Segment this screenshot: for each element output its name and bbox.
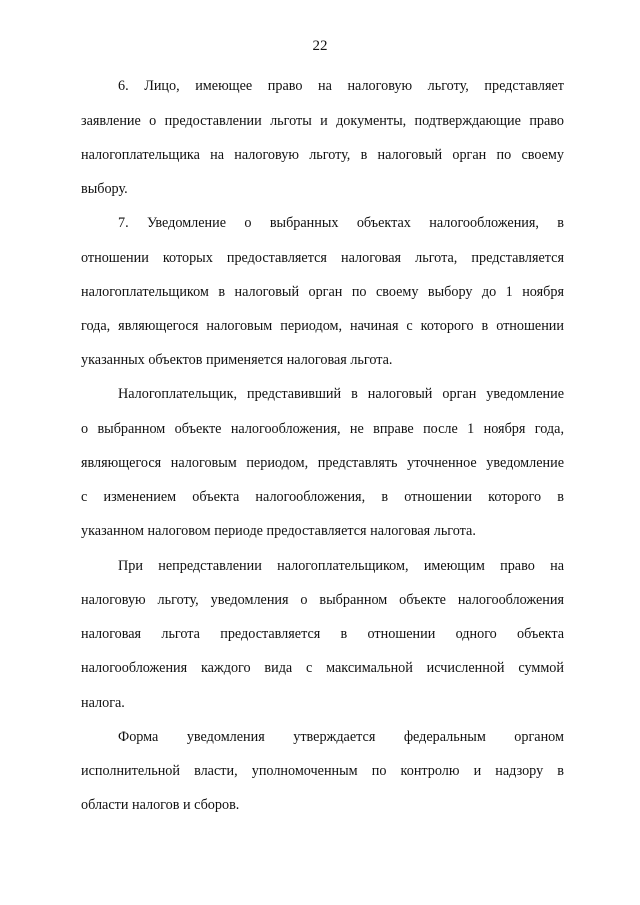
paragraph-6-line-3: налогоплательщика на налоговую льготу, в налоговый орган по своему xyxy=(81,147,564,163)
paragraph-10-line-1: Форма уведомления утверждается федеральным органом xyxy=(118,729,564,745)
paragraph-6-line-1: 6. Лицо, имеющее право на налоговую льготу, представляет xyxy=(118,78,564,94)
paragraph-9-line-5: налога. xyxy=(81,695,125,711)
paragraph-6-line-4: выбору. xyxy=(81,181,128,197)
paragraph-7-line-5: указанных объектов применяется налоговая льгота. xyxy=(81,352,393,368)
paragraph-10-line-3: области налогов и сборов. xyxy=(81,797,240,813)
paragraph-8-line-5: указанном налоговом периоде предоставляется налоговая льгота. xyxy=(81,523,476,539)
paragraph-9-line-2: налоговую льготу, уведомления о выбранном объекте налогообложения xyxy=(81,592,564,608)
paragraph-10-line-2: исполнительной власти, уполномоченным по контролю и надзору в xyxy=(81,763,564,779)
paragraph-9-line-4: налогообложения каждого вида с максимальной исчисленной суммой xyxy=(81,660,564,676)
paragraph-9-line-1: При непредставлении налогоплательщиком, имеющим право на xyxy=(118,558,564,574)
paragraph-7-line-2: отношении которых предоставляется налоговая льгота, представляется xyxy=(81,250,564,266)
paragraph-7-line-3: налогоплательщиком в налоговый орган по своему выбору до 1 ноября xyxy=(81,284,564,300)
paragraph-8-line-4: с изменением объекта налогообложения, в отношении которого в xyxy=(81,489,564,505)
paragraph-9-line-3: налоговая льгота предоставляется в отношении одного объекта xyxy=(81,626,564,642)
paragraph-7-line-4: года, являющегося налоговым периодом, начиная с которого в отношении xyxy=(81,318,564,334)
paragraph-8-line-1: Налогоплательщик, представивший в налоговый орган уведомление xyxy=(118,386,564,402)
page-number: 22 xyxy=(312,38,328,54)
paragraph-7-line-1: 7. Уведомление о выбранных объектах налогообложения, в xyxy=(118,215,564,231)
paragraph-8-line-3: являющегося налоговым периодом, представлять уточненное уведомление xyxy=(81,455,564,471)
paragraph-8-line-2: о выбранном объекте налогообложения, не вправе после 1 ноября года, xyxy=(81,421,564,437)
paragraph-6-line-2: заявление о предоставлении льготы и документы, подтверждающие право xyxy=(81,113,564,129)
